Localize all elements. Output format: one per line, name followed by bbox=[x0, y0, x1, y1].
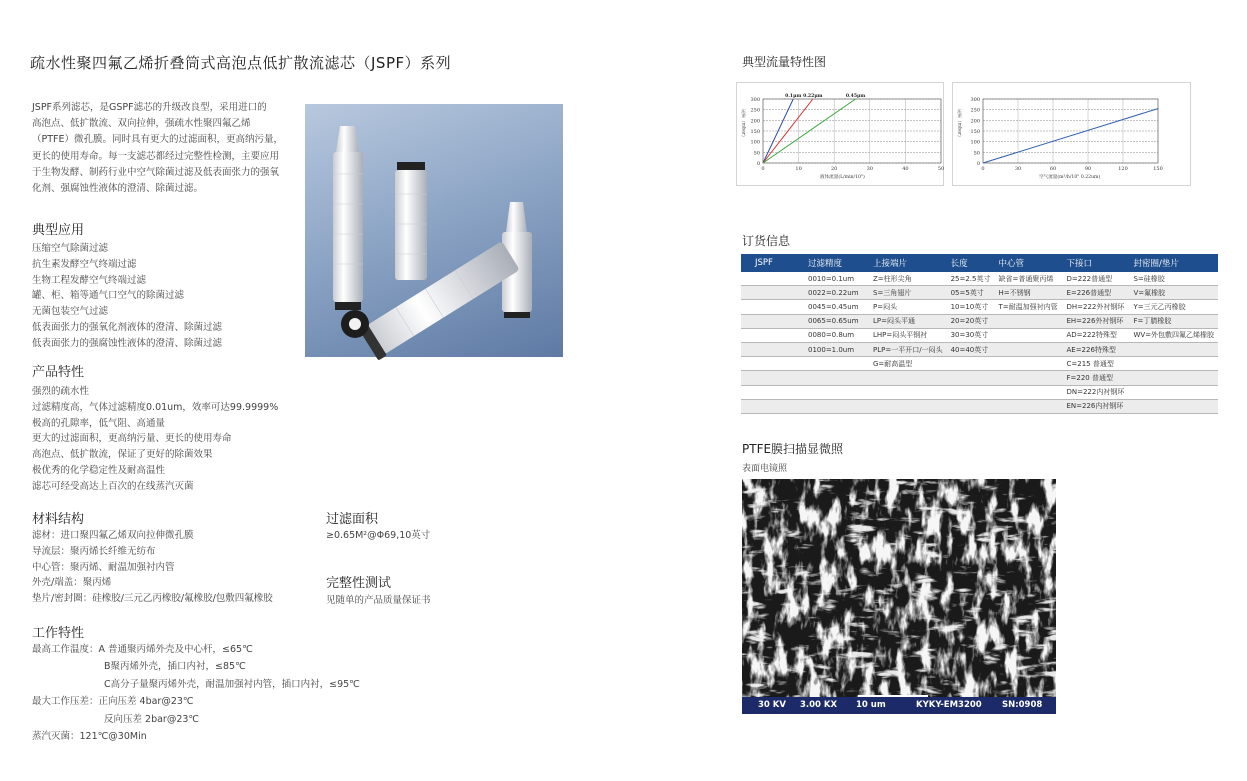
table-cell bbox=[994, 342, 1062, 356]
working-line: 蒸汽灭菌：121℃@30Min bbox=[32, 731, 147, 743]
table-cell: P=闷头 bbox=[869, 300, 947, 314]
x-tick-label: 0 bbox=[981, 166, 985, 172]
table-cell: 0080=0.8um bbox=[804, 328, 869, 342]
table-cell bbox=[947, 399, 995, 413]
list-item: 过滤精度高，气体过滤精度0.01um，效率可达99.9999% bbox=[32, 401, 279, 413]
table-cell bbox=[804, 385, 869, 399]
x-tick-label: 120 bbox=[1118, 166, 1128, 172]
sem-scale: 10 um bbox=[856, 700, 886, 710]
table-cell bbox=[741, 300, 804, 314]
y-tick-label: 0 bbox=[976, 161, 980, 167]
table-cell: 0010=0.1um bbox=[804, 272, 869, 286]
table-cell bbox=[1129, 357, 1218, 371]
x-tick-label: 30 bbox=[1014, 166, 1022, 172]
table-row bbox=[741, 328, 1218, 342]
table-cell: AE=226特殊型 bbox=[1062, 342, 1129, 356]
table-cell: 20=20英寸 bbox=[947, 314, 995, 328]
table-cell: 0100=1.0um bbox=[804, 342, 869, 356]
table-cell bbox=[994, 314, 1062, 328]
x-axis-label: 液体流量(L/min/10") bbox=[819, 175, 865, 180]
col-header: 过滤精度 bbox=[804, 254, 869, 272]
list-item: 极优秀的化学稳定性及耐高温性 bbox=[32, 464, 166, 476]
y-axis-label: 压差（mbar） bbox=[740, 109, 746, 140]
table-cell: EH=226外衬钢环 bbox=[1062, 314, 1129, 328]
table-cell bbox=[869, 371, 947, 385]
table-cell: 25=2.5英寸 bbox=[947, 272, 995, 286]
table-cell bbox=[869, 385, 947, 399]
liquid-flow-chart-svg bbox=[737, 83, 943, 185]
table-cell: AD=222特殊型 bbox=[1062, 328, 1129, 342]
sem-image bbox=[742, 479, 1056, 714]
table-row bbox=[741, 342, 1218, 356]
list-item: 低表面张力的强腐蚀性液体的澄清、除菌过滤 bbox=[32, 337, 223, 349]
features-heading: 产品特性 bbox=[32, 365, 85, 380]
filter-cartridges-illustration bbox=[305, 104, 563, 357]
y-tick-label: 200 bbox=[970, 118, 980, 125]
table-cell bbox=[994, 328, 1062, 342]
table-cell: 0022=0.22um bbox=[804, 286, 869, 300]
table-cell bbox=[947, 357, 995, 371]
y-tick-label: 50 bbox=[753, 150, 760, 157]
y-tick-label: 150 bbox=[750, 129, 760, 135]
list-item: 更大的过滤面积，更高纳污量、更长的使用寿命 bbox=[32, 433, 232, 445]
typical-app-list bbox=[32, 241, 222, 352]
y-tick-label: 50 bbox=[973, 150, 980, 157]
table-cell: LHP=闷头平钢衬 bbox=[869, 328, 947, 342]
list-item: 高泡点、低扩散流，保证了更好的除菌效果 bbox=[32, 449, 213, 461]
table-cell: 40=40英寸 bbox=[947, 342, 995, 356]
working-line: 反向压差 2bar@23℃ bbox=[104, 713, 200, 725]
table-row bbox=[741, 286, 1218, 300]
table-row bbox=[741, 371, 1218, 385]
table-cell bbox=[1129, 342, 1218, 356]
table-cell bbox=[804, 371, 869, 385]
materials-list bbox=[32, 528, 273, 607]
x-tick-label: 90 bbox=[1084, 166, 1092, 172]
x-tick-label: 30 bbox=[866, 166, 873, 172]
working-line: 最高工作温度：A 普通聚丙烯外壳及中心杆，≤65℃ bbox=[32, 644, 253, 655]
sem-scale-bar bbox=[858, 695, 928, 697]
list-item: 抗生素发酵空气终端过滤 bbox=[32, 258, 137, 270]
sem-caption: 表面电镜照 bbox=[742, 464, 788, 474]
table-cell: D=222普通型 bbox=[1062, 272, 1129, 286]
y-tick-label: 100 bbox=[970, 139, 980, 146]
col-header: 封密圈/垫片 bbox=[1129, 254, 1218, 272]
list-item: 低表面张力的强氧化剂液体的澄清、除菌过滤 bbox=[32, 321, 223, 333]
intro-line: 更长的使用寿命。每一支滤芯都经过完整性检测，主要应用 bbox=[32, 150, 280, 162]
table-cell bbox=[994, 371, 1062, 385]
x-tick-label: 0 bbox=[761, 166, 765, 172]
table-row bbox=[741, 300, 1218, 314]
working-line: B聚丙烯外壳，插口内衬，≤85℃ bbox=[104, 661, 246, 673]
table-cell bbox=[741, 342, 804, 356]
filter-area-text: ≥0.65M²@Φ69,10英寸 bbox=[326, 530, 431, 541]
filter-area-heading: 过滤面积 bbox=[326, 512, 379, 527]
working-heading: 工作特性 bbox=[32, 626, 85, 641]
order-header-row bbox=[741, 254, 1218, 272]
table-cell bbox=[947, 385, 995, 399]
table-cell bbox=[741, 357, 804, 371]
typical-app-heading: 典型应用 bbox=[32, 223, 85, 238]
table-cell bbox=[947, 371, 995, 385]
table-row bbox=[741, 314, 1218, 328]
table-cell: C=215 普通型 bbox=[1062, 357, 1129, 371]
materials-heading: 材料结构 bbox=[32, 512, 85, 527]
air-flow-chart-svg bbox=[953, 83, 1190, 185]
col-header: JSPF bbox=[741, 254, 804, 272]
col-header: 上接端片 bbox=[869, 254, 947, 272]
table-cell bbox=[741, 385, 804, 399]
series-line bbox=[983, 109, 1158, 163]
table-cell: F=220 普通型 bbox=[1062, 371, 1129, 385]
table-cell: 10=10英寸 bbox=[947, 300, 995, 314]
x-tick-label: 150 bbox=[1153, 166, 1163, 172]
x-tick-label: 60 bbox=[1049, 166, 1057, 172]
intro-line: （PTFE）微孔膜。同时具有更大的过滤面积，更高纳污量， bbox=[32, 134, 283, 146]
sem-magnification: 3.00 KX bbox=[800, 700, 838, 710]
table-cell: S=硅橡胶 bbox=[1129, 272, 1218, 286]
order-table-wrap bbox=[741, 254, 1218, 414]
table-cell bbox=[741, 328, 804, 342]
integrity-heading: 完整性测试 bbox=[326, 576, 392, 591]
x-tick-label: 40 bbox=[902, 166, 909, 172]
table-cell: S=三角翅片 bbox=[869, 286, 947, 300]
y-tick-label: 250 bbox=[970, 107, 980, 114]
table-cell: Z=柱形尖角 bbox=[869, 272, 947, 286]
list-item: 强烈的疏水性 bbox=[32, 386, 90, 397]
order-table-body bbox=[741, 272, 1218, 413]
table-cell bbox=[1129, 399, 1218, 413]
x-tick-label: 10 bbox=[795, 166, 802, 172]
y-tick-label: 300 bbox=[970, 97, 980, 103]
working-line: 最大工作压差：正向压差 4bar@23℃ bbox=[32, 696, 194, 708]
col-header: 中心管 bbox=[994, 254, 1062, 272]
order-table bbox=[741, 254, 1218, 414]
table-cell bbox=[1129, 371, 1218, 385]
sem-serial: SN:0908 bbox=[1002, 700, 1043, 710]
intro-line: 化剂、强腐蚀性液体的澄清、除菌过滤。 bbox=[32, 183, 204, 195]
table-row bbox=[741, 385, 1218, 399]
page-title: 疏水性聚四氟乙烯折叠筒式高泡点低扩散流滤芯（JSPF）系列 bbox=[30, 54, 452, 72]
y-tick-label: 300 bbox=[750, 97, 760, 103]
table-cell: E=226普通型 bbox=[1062, 286, 1129, 300]
table-cell: LP=闷头平通 bbox=[869, 314, 947, 328]
y-tick-label: 100 bbox=[750, 139, 760, 146]
table-cell bbox=[1129, 385, 1218, 399]
col-header: 长度 bbox=[947, 254, 995, 272]
list-item: 滤材：进口聚四氟乙烯双向拉伸微孔膜 bbox=[32, 530, 194, 541]
table-cell bbox=[994, 399, 1062, 413]
table-row bbox=[741, 399, 1218, 413]
list-item: 罐、柜、箱等通气口空气的除菌过滤 bbox=[32, 290, 185, 302]
x-axis-label: 空气流量(m³/h/10" 0.22um) bbox=[1039, 175, 1101, 180]
table-cell: DN=222内衬钢环 bbox=[1062, 385, 1129, 399]
table-cell: 30=30英寸 bbox=[947, 328, 995, 342]
x-tick-label: 50 bbox=[937, 166, 945, 172]
table-cell bbox=[869, 399, 947, 413]
table-cell bbox=[804, 357, 869, 371]
series-label: 0.22μm bbox=[803, 94, 823, 99]
table-cell: F=丁腈橡胶 bbox=[1129, 314, 1218, 328]
liquid-flow-chart bbox=[736, 82, 944, 186]
y-tick-label: 150 bbox=[970, 129, 980, 135]
list-item: 垫片/密封圈：硅橡胶/三元乙丙橡胶/氟橡胶/包敷四氟橡胶 bbox=[32, 593, 273, 605]
intro-line: 于生物发酵、制药行业中空气除菌过滤及低表面张力的强氧 bbox=[32, 166, 280, 178]
table-row bbox=[741, 272, 1218, 286]
series-label: 0.45μm bbox=[845, 94, 866, 99]
working-line: C高分子量聚丙烯外壳，耐温加强衬内管，插口内衬，≤95℃ bbox=[104, 678, 360, 690]
order-heading: 订货信息 bbox=[742, 234, 791, 248]
y-tick-label: 0 bbox=[756, 161, 760, 167]
table-cell bbox=[994, 357, 1062, 371]
sem-fiber-texture bbox=[742, 479, 1056, 697]
sem-voltage: 30 KV bbox=[758, 700, 786, 710]
y-tick-label: 200 bbox=[750, 118, 760, 125]
sem-info-bar bbox=[742, 697, 1056, 714]
list-item: 无菌包装空气过滤 bbox=[32, 306, 109, 318]
table-cell: 缺省=普通聚丙烯 bbox=[994, 272, 1062, 286]
list-item: 滤芯可经受高达上百次的在线蒸汽灭菌 bbox=[32, 480, 194, 492]
table-cell: DH=222外衬钢环 bbox=[1062, 300, 1129, 314]
flow-chart-heading: 典型流量特性图 bbox=[742, 55, 827, 69]
working-list bbox=[32, 641, 360, 745]
table-cell: 05=5英寸 bbox=[947, 286, 995, 300]
table-cell: 0045=0.45um bbox=[804, 300, 869, 314]
x-tick-label: 20 bbox=[831, 166, 838, 172]
integrity-text: 见随单的产品质量保证书 bbox=[326, 595, 431, 606]
y-axis-label: 压差（mbar） bbox=[956, 109, 962, 140]
intro-line: 高泡点、低扩散流、双向拉伸，强疏水性聚四氟乙烯 bbox=[32, 118, 251, 130]
table-cell: G=耐高温型 bbox=[869, 357, 947, 371]
table-cell: V=氟橡胶 bbox=[1129, 286, 1218, 300]
table-cell: Y=三元乙丙橡胶 bbox=[1129, 300, 1218, 314]
table-cell bbox=[741, 314, 804, 328]
product-photo bbox=[305, 104, 563, 357]
intro-line: JSPF系列滤芯，是GSPF滤芯的升级改良型，采用进口的 bbox=[32, 102, 267, 113]
table-cell bbox=[741, 371, 804, 385]
list-item: 生物工程发酵空气终端过滤 bbox=[32, 274, 147, 286]
sem-heading: PTFE膜扫描显微照 bbox=[742, 442, 844, 456]
air-flow-chart bbox=[952, 82, 1191, 186]
y-tick-label: 250 bbox=[750, 107, 760, 114]
table-cell bbox=[741, 272, 804, 286]
table-cell bbox=[804, 399, 869, 413]
table-cell bbox=[741, 399, 804, 413]
table-cell: 0065=0.65um bbox=[804, 314, 869, 328]
sem-instrument: KYKY-EM3200 bbox=[916, 700, 982, 710]
table-cell: PLP=一平开口/一闷头 bbox=[869, 342, 947, 356]
table-cell: EN=226内衬钢环 bbox=[1062, 399, 1129, 413]
table-cell: T=耐温加强衬内管 bbox=[994, 300, 1062, 314]
list-item: 外壳/端盖：聚丙烯 bbox=[32, 577, 112, 589]
list-item: 压缩空气除菌过滤 bbox=[32, 243, 109, 254]
table-cell: WV=外包敷四氟乙烯橡胶 bbox=[1129, 328, 1218, 342]
table-cell bbox=[994, 385, 1062, 399]
table-cell: H=不锈钢 bbox=[994, 286, 1062, 300]
list-item: 导流层：聚丙烯长纤维无纺布 bbox=[32, 545, 156, 557]
list-item: 极高的孔隙率，低气阻、高通量 bbox=[32, 417, 166, 429]
series-label: 0.1μm bbox=[785, 94, 802, 99]
list-item: 中心管：聚丙烯、耐温加强衬内管 bbox=[32, 561, 175, 573]
intro-paragraph bbox=[32, 100, 300, 197]
col-header: 下接口 bbox=[1062, 254, 1129, 272]
table-row bbox=[741, 357, 1218, 371]
table-cell bbox=[741, 286, 804, 300]
features-list bbox=[32, 384, 278, 495]
